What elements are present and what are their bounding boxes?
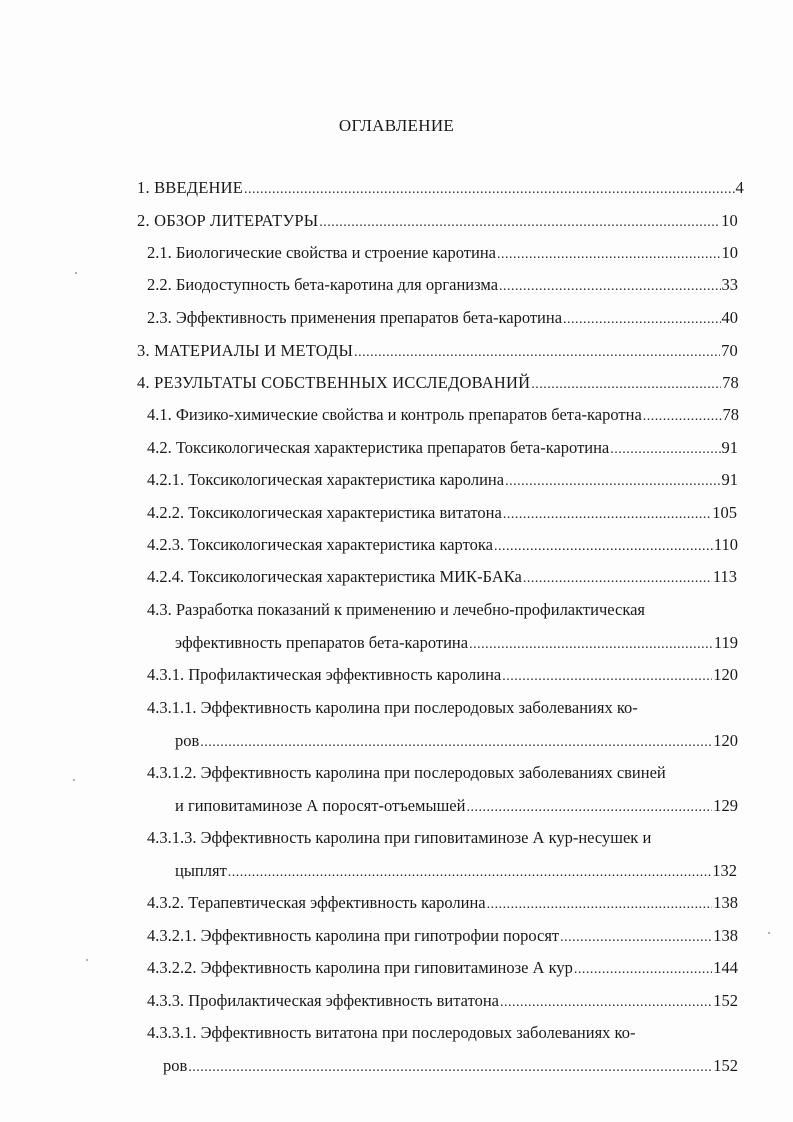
toc-leader xyxy=(610,439,720,461)
toc-page-number: 113 xyxy=(712,567,737,586)
toc-page-number: 110 xyxy=(713,535,738,554)
toc-page-number: 10 xyxy=(721,211,738,230)
toc-entry xyxy=(147,892,738,916)
toc-entry-title: 4.2.1. Токсикологическая характеристика каролина xyxy=(147,470,505,489)
toc-entry-title: 4.2.3. Токсикологическая характеристика картока xyxy=(147,535,493,554)
toc-entry-title: 4. РЕЗУЛЬТАТЫ СОБСТВЕННЫХ ИССЛЕДОВАНИЙ xyxy=(137,373,531,392)
toc-entry-first-line: 4.3.1.3. Эффективность каролина при гиповитаминозе А кур-несушек и xyxy=(147,828,652,847)
toc-entry xyxy=(137,177,744,201)
toc-leader xyxy=(563,309,720,331)
toc-entry xyxy=(147,469,738,493)
page-title: ОГЛАВЛЕНИЕ xyxy=(338,116,455,135)
toc-entry-first-line: 4.3.3.1. Эффективность витатона при послеродовых заболеваниях ко- xyxy=(147,1023,636,1042)
toc-entry-first-line: 4.3.1.2. Эффективность каролина при послеродовых заболеваниях свиней xyxy=(147,763,666,782)
toc-page-number: 144 xyxy=(713,958,738,977)
toc-page-number: 152 xyxy=(713,991,738,1010)
toc-entry-title: ров xyxy=(163,1056,188,1075)
toc-entry-title: 3. МАТЕРИАЛЫ И МЕТОДЫ xyxy=(137,341,354,360)
toc-entry xyxy=(147,957,738,981)
toc-page-number: 152 xyxy=(713,1056,738,1075)
toc-page-number: 120 xyxy=(713,665,738,684)
toc-page-number: 132 xyxy=(712,861,737,880)
toc-entry-title: 4.2. Токсикологическая характеристика препаратов бета-каротина xyxy=(147,438,610,457)
toc-entry xyxy=(175,860,737,884)
toc-leader xyxy=(503,504,711,526)
toc-leader xyxy=(574,959,712,981)
toc-entry-title: 4.3.3. Профилактическая эффективность витатона xyxy=(147,991,499,1010)
scan-speck xyxy=(73,779,75,781)
toc-entry xyxy=(147,404,739,428)
toc-leader xyxy=(560,927,712,949)
toc-leader xyxy=(469,634,713,656)
toc-page-number: 10 xyxy=(721,243,738,262)
toc-entry xyxy=(137,340,738,364)
toc-page-number: 138 xyxy=(713,926,738,945)
toc-leader xyxy=(466,797,712,819)
toc-entry xyxy=(137,210,738,234)
toc-entry-title: ров xyxy=(175,731,200,750)
toc-page-number: 33 xyxy=(721,275,738,294)
toc-entry xyxy=(147,307,738,331)
toc-entry xyxy=(147,437,738,461)
toc-leader xyxy=(494,536,713,558)
toc-entry-title: 4.3.1. Профилактическая эффективность каролина xyxy=(147,665,502,684)
scan-speck xyxy=(86,959,88,961)
toc-entry-title: 4.2.4. Токсикологическая характеристика МИК-БАКа xyxy=(147,567,522,586)
toc-entry-title: и гиповитаминозе А поросят-отъемышей xyxy=(175,796,466,815)
toc-entry-title: 4.3.2.1. Эффективность каролина при гипотрофии поросят xyxy=(147,926,560,945)
toc-page-number: 4 xyxy=(735,178,744,197)
toc-leader xyxy=(523,568,712,590)
toc-entry-title: 2. ОБЗОР ЛИТЕРАТУРЫ xyxy=(137,211,319,230)
toc-leader xyxy=(499,276,720,298)
toc-leader xyxy=(505,471,720,493)
toc-leader xyxy=(643,406,722,428)
toc-entry xyxy=(137,372,739,396)
toc-leader xyxy=(497,244,721,266)
scan-speck xyxy=(75,272,77,274)
toc-leader xyxy=(200,732,712,754)
toc-entry xyxy=(147,274,738,298)
toc-leader xyxy=(354,342,720,364)
toc-entry xyxy=(163,1055,738,1079)
toc-entry xyxy=(147,242,738,266)
toc-leader xyxy=(500,992,712,1014)
toc-entry xyxy=(175,795,738,819)
toc-page-number: 78 xyxy=(722,405,739,424)
toc-entry-title: 4.3.2.2. Эффективность каролина при гиповитаминозе А кур xyxy=(147,958,573,977)
toc-leader xyxy=(487,894,713,916)
toc-entry-title: цыплят xyxy=(175,861,227,880)
toc-page-number: 40 xyxy=(721,308,738,327)
toc-entry xyxy=(147,990,738,1014)
toc-page-number: 138 xyxy=(713,893,738,912)
toc-entry-title: 2.3. Эффективность применения препаратов бета-каротина xyxy=(147,308,563,327)
toc-entry xyxy=(147,925,738,949)
toc-leader xyxy=(319,212,720,234)
toc-entry-title: 4.3.2. Терапевтическая эффективность каролина xyxy=(147,893,486,912)
toc-entry-first-line: 4.3. Разработка показаний к применению и лечебно-профилактическая xyxy=(147,600,646,619)
toc-entry-title: 4.2.2. Токсикологическая характеристика витатона xyxy=(147,503,502,522)
toc-leader xyxy=(244,179,735,201)
toc-page-number: 119 xyxy=(713,633,738,652)
toc-page-number: 105 xyxy=(712,503,737,522)
toc-entry-title: эффективность препаратов бета-каротина xyxy=(175,633,469,652)
toc-entry-title: 2.2. Биодоступность бета-каротина для организма xyxy=(147,275,499,294)
toc-entry xyxy=(175,632,738,656)
toc-entry xyxy=(147,502,737,526)
scan-speck xyxy=(768,932,770,934)
toc-page-number: 91 xyxy=(721,470,738,489)
toc-page-number: 129 xyxy=(713,796,738,815)
toc-leader xyxy=(228,862,711,884)
toc-page-number: 78 xyxy=(722,373,739,392)
toc-page-number: 91 xyxy=(721,438,738,457)
toc-entry xyxy=(147,534,738,558)
toc-entry xyxy=(147,664,738,688)
toc-entry-title: 4.1. Физико-химические свойства и контроль препаратов бета-каротна xyxy=(147,405,642,424)
toc-entry xyxy=(175,730,738,754)
toc-page-number: 70 xyxy=(721,341,738,360)
toc-leader xyxy=(531,374,721,396)
toc-entry-title: 1. ВВЕДЕНИЕ xyxy=(137,178,244,197)
toc-leader xyxy=(188,1057,712,1079)
toc-entry-title: 2.1. Биологические свойства и строение каротина xyxy=(147,243,496,262)
toc-page-number: 120 xyxy=(713,731,738,750)
toc-entry xyxy=(147,566,737,590)
toc-entry-first-line: 4.3.1.1. Эффективность каролина при послеродовых заболеваниях ко- xyxy=(147,698,638,717)
toc-leader xyxy=(502,666,712,688)
